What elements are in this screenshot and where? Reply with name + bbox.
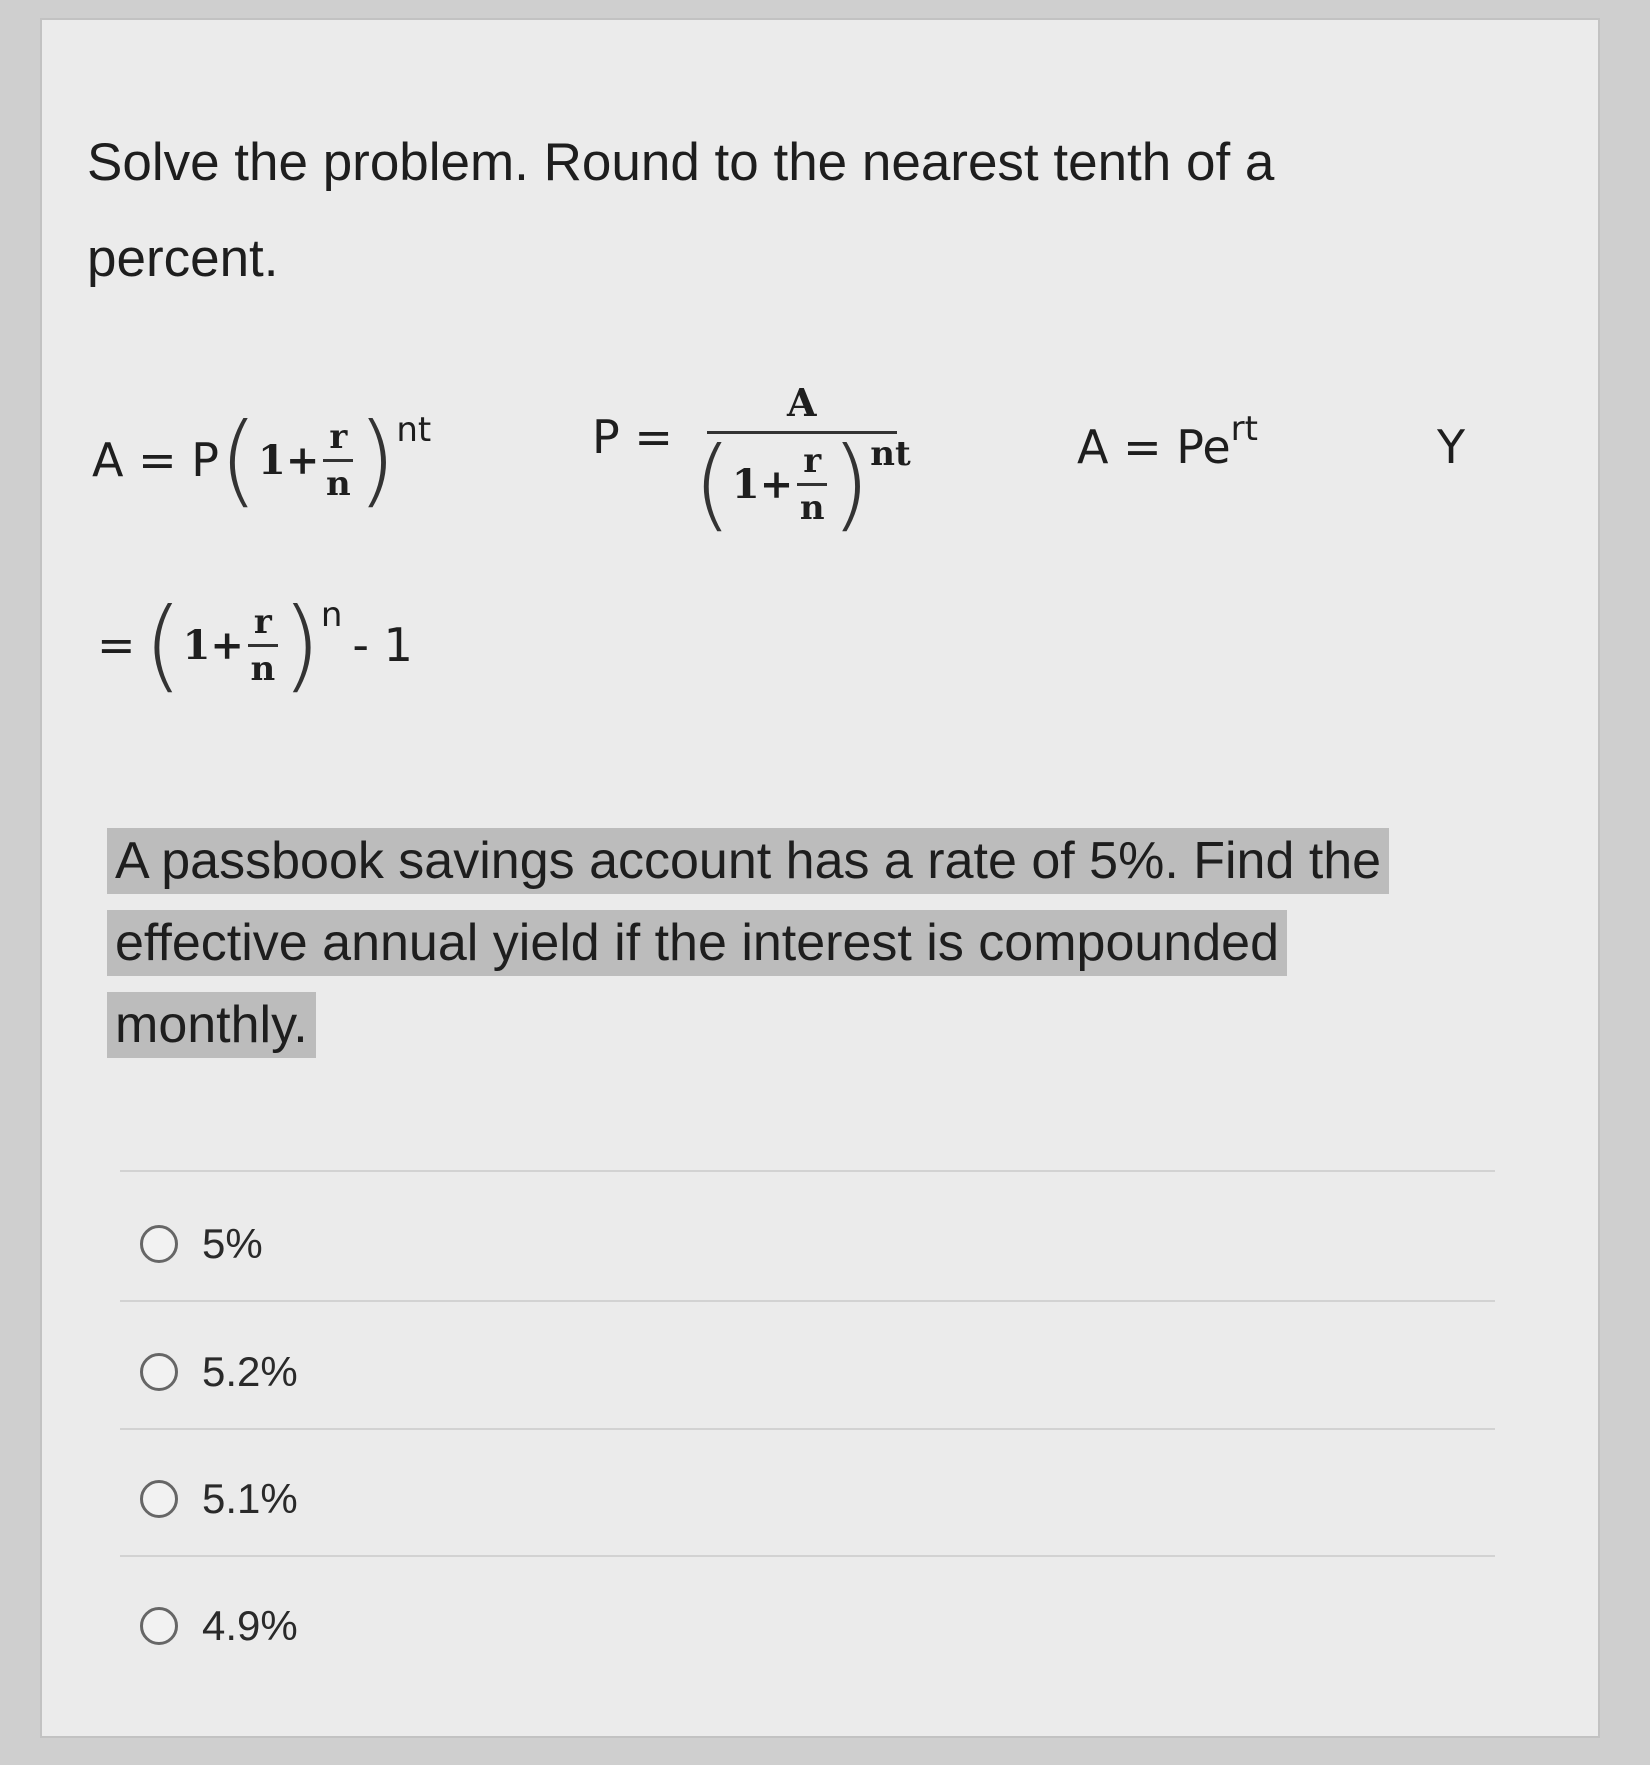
fraction-numerator: A	[707, 380, 897, 434]
yield-symbol: Y	[1437, 420, 1466, 474]
option-label: 4.9%	[202, 1602, 298, 1649]
divider	[120, 1555, 1495, 1557]
formula-exponent: nt	[870, 434, 911, 474]
formula-exponent: rt	[1230, 409, 1258, 449]
radio-button[interactable]	[140, 1225, 178, 1263]
option-label: 5.2%	[202, 1348, 298, 1395]
divider	[120, 1300, 1495, 1302]
formula-exponent: n	[320, 595, 343, 635]
answer-option[interactable]	[140, 1475, 298, 1523]
rate-fraction: $\frac{r}{n}$	[797, 441, 827, 528]
divider	[120, 1170, 1495, 1172]
rate-fraction: $\frac{r}{n}$	[248, 602, 278, 689]
answer-option[interactable]	[140, 1348, 298, 1396]
answer-option[interactable]	[140, 1220, 263, 1268]
radio-button[interactable]	[140, 1353, 178, 1391]
highlighted-problem-text: A passbook savings account has a rate of 5%. Find the effective annual yield if the interest is compounded monthly.	[107, 828, 1389, 1058]
effective-yield-formula: = ( 1+ $\frac{r}{n}$ ) n - 1	[97, 586, 413, 703]
present-value-fraction: A ( 1+ $\frac{r}{n}$ ) nt	[692, 380, 911, 542]
continuous-compound-formula: A = Pe rt	[1077, 409, 1258, 474]
instruction-text: Solve the problem. Round to the nearest tenth of a percent.	[87, 133, 1275, 288]
formula-lhs: P =	[592, 410, 673, 464]
formula-lhs: A = P	[92, 433, 219, 487]
rate-fraction: $\frac{r}{n}$	[323, 417, 353, 504]
radio-button[interactable]	[140, 1607, 178, 1645]
option-label: 5.1%	[202, 1475, 298, 1522]
present-value-formula	[592, 380, 911, 542]
compound-amount-formula: A = P ( 1+ $\frac{r}{n}$ ) nt	[92, 401, 432, 518]
radio-button[interactable]	[140, 1480, 178, 1518]
question-card	[40, 18, 1600, 1738]
answer-option[interactable]	[140, 1602, 298, 1650]
formula-exponent: nt	[396, 410, 432, 450]
option-label: 5%	[202, 1220, 263, 1267]
problem-statement	[107, 820, 1467, 1066]
divider	[120, 1428, 1495, 1430]
formula-one-plus: 1+	[258, 436, 320, 484]
